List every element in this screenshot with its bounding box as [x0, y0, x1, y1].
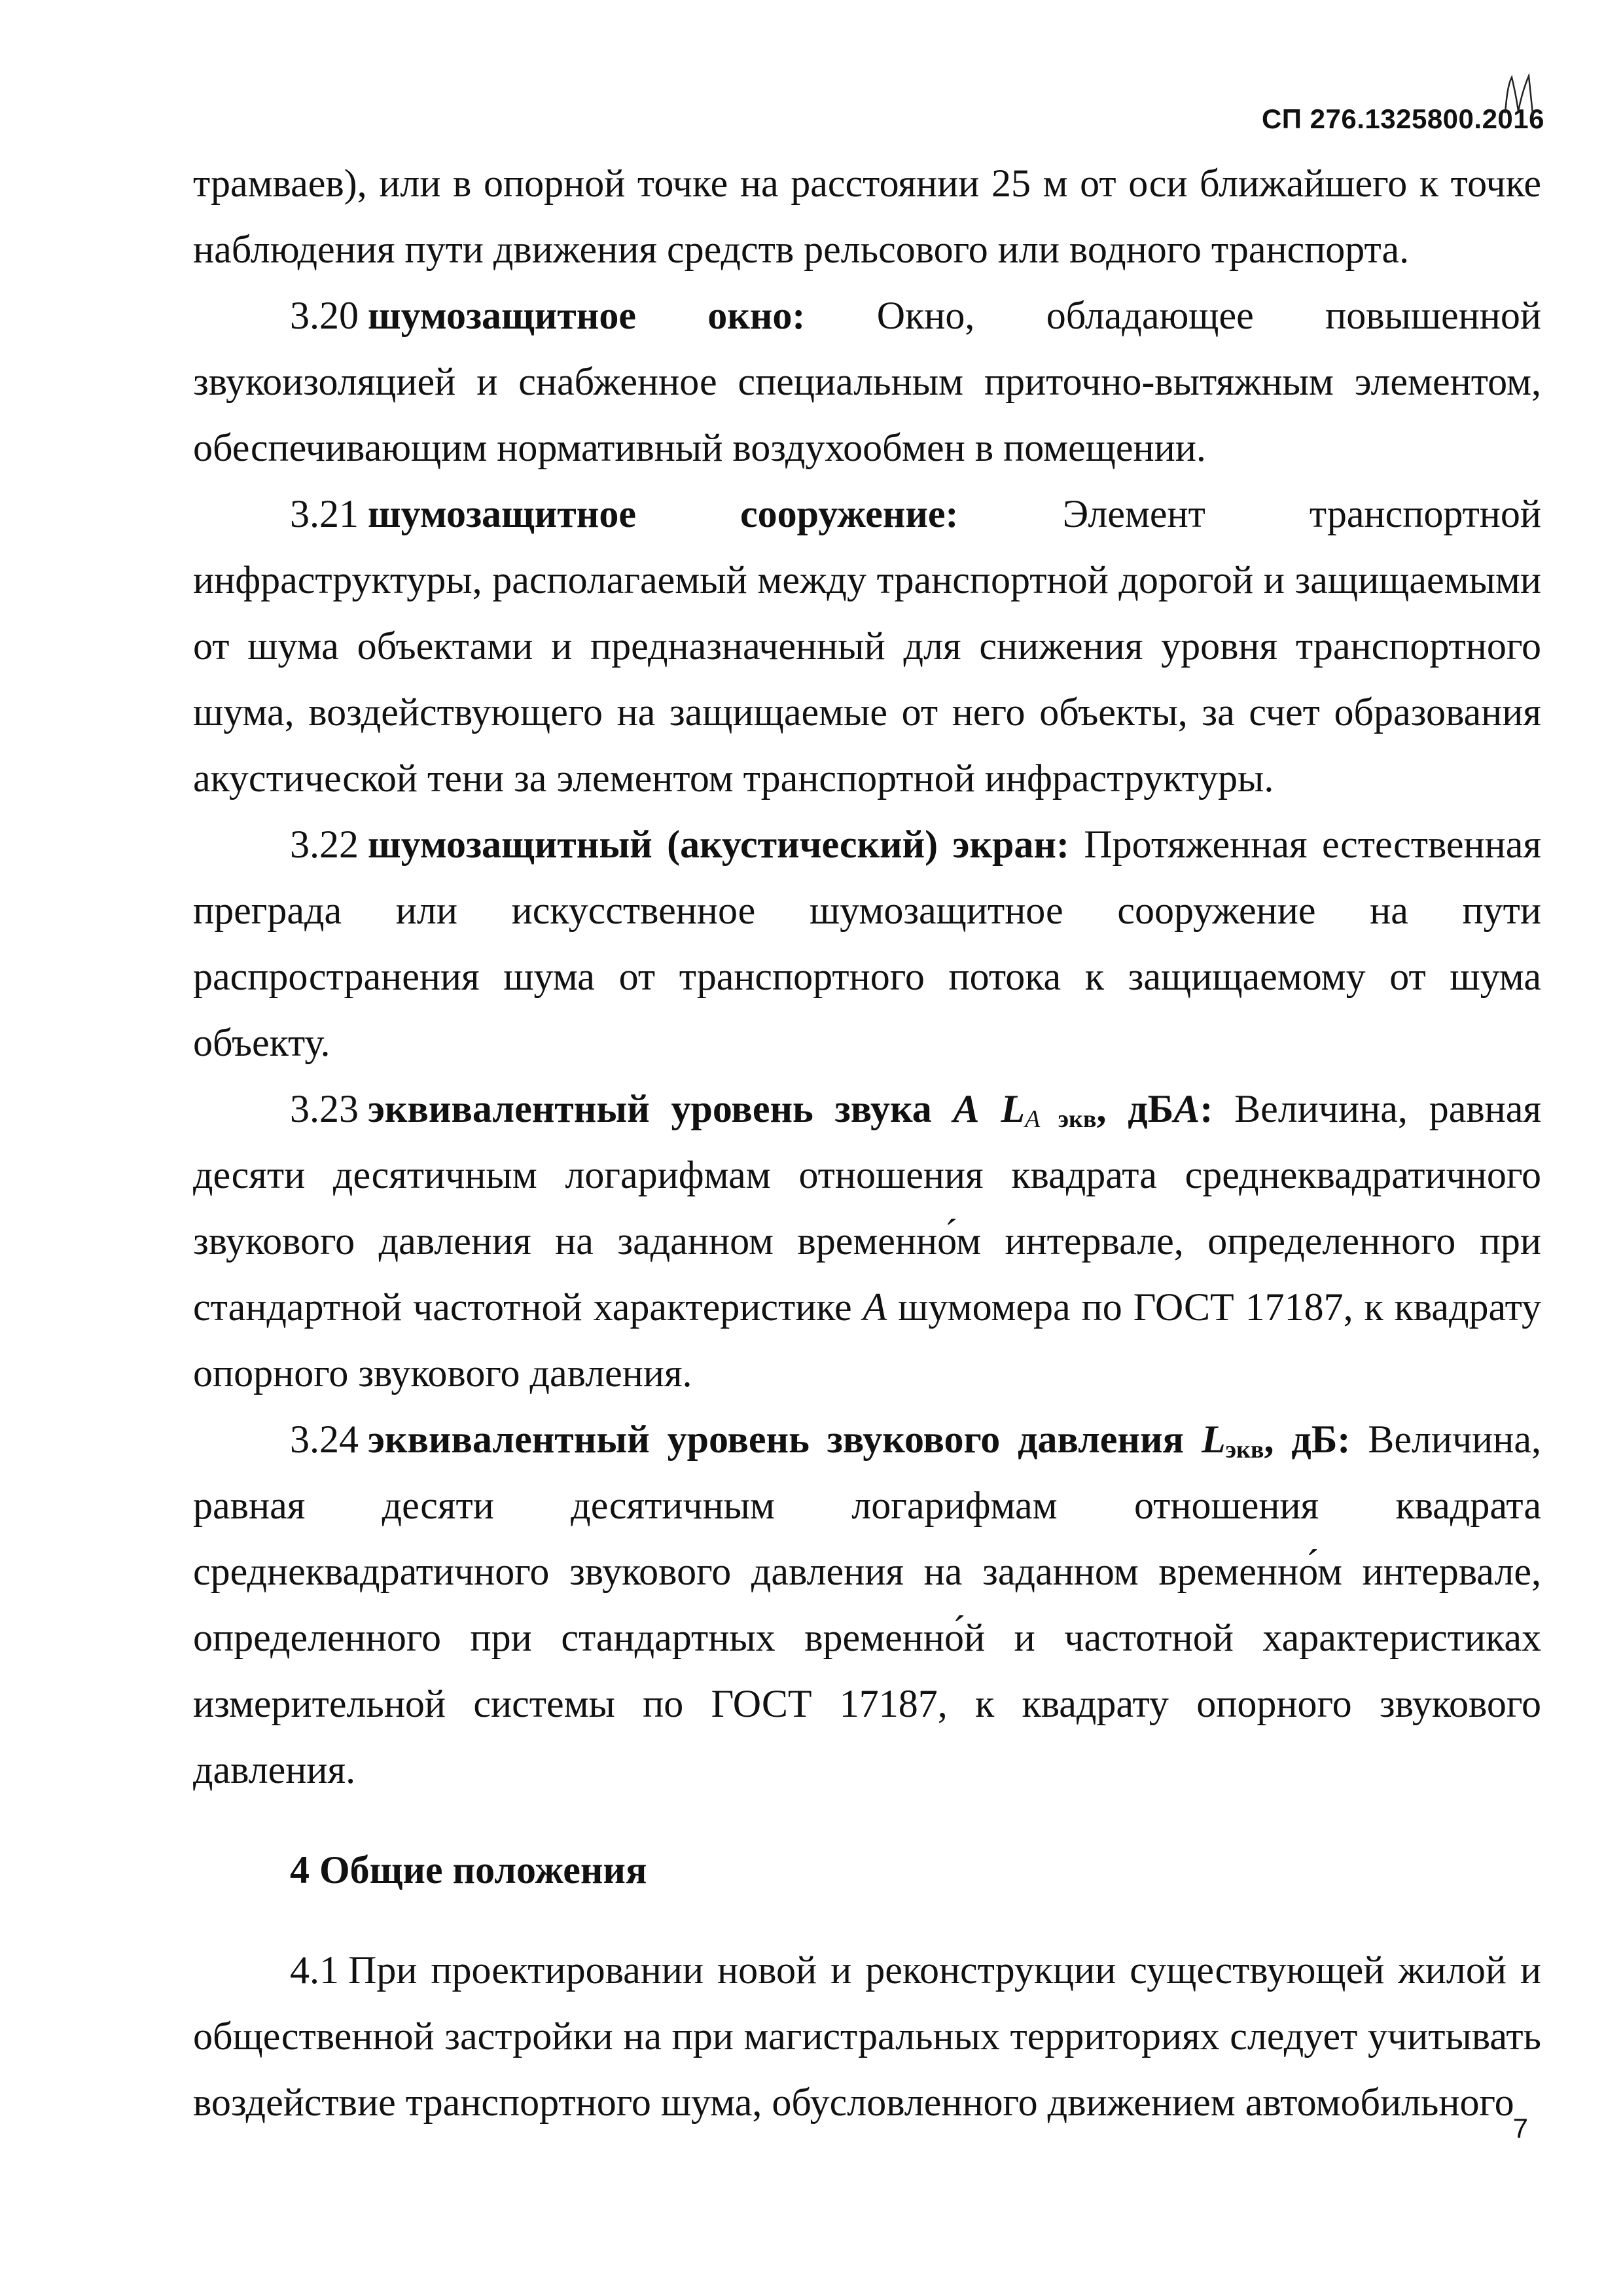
unit-db: дБ: [1128, 1087, 1174, 1130]
symbol-a-inline: A: [863, 1285, 887, 1329]
subscript-ekv: экв: [1225, 1436, 1264, 1463]
definition-3-23: 3.23 эквивалентный уровень звука A $L_{A экв}$, дБA: Величина, равная десяти десятичным логарифмам отношения квадрата среднеквадратичного звукового давления на заданном временно́м интервале, определенного при стандартной частотной характеристике A шумомера по ГОСТ 17187, к квадрату опорного звукового давления.: [193, 1087, 1542, 1395]
definition-3-22: [193, 812, 1541, 1076]
unit-db: , дБ:: [1264, 1418, 1351, 1461]
definition-text: Величина, равная десяти десятичным логарифмам отношения квадрата среднеквадратичного звукового давления на заданном временно́м интервале, определенного при стандартных временно́й и частотной характеристиках измерительной системы по ГОСТ 17187, к квадрату опорного звукового давления.: [193, 1418, 1542, 1791]
clause-4-1: [193, 1937, 1541, 2136]
clause-number: 3.24: [290, 1418, 359, 1461]
subscript-ekv: экв: [1058, 1105, 1097, 1133]
clause-number: 3.21: [290, 492, 359, 535]
definition-3-21: [193, 481, 1541, 812]
unit-a: A: [1173, 1087, 1200, 1130]
definition-3-20: [193, 283, 1541, 481]
subscript-a: A: [1025, 1105, 1041, 1133]
document-code: СП 276.1325800.2016: [1261, 103, 1544, 134]
clause-number: 3.20: [290, 294, 359, 337]
term-colon: :: [1200, 1087, 1213, 1130]
symbol-l: L: [1201, 1418, 1226, 1461]
defined-term: эквивалентный уровень звукового давления: [368, 1418, 1185, 1461]
definition-3-24: [193, 1407, 1541, 1803]
definition-text-part-2: шумомера по ГОСТ 17187, к квадрату опорного звукового давления.: [193, 1285, 1542, 1395]
definition-text: Элемент транспортной инфраструктуры, располагаемый между транспортной дорогой и защищаемыми от шума объектами и предназначенный для снижения уровня транспортного шума, воздействующего на защищаемые от него объекты, за счет образования акустической тени за элементом транспортной инфраструктуры.: [193, 492, 1542, 800]
clause-text: При проектировании новой и реконструкции существующей жилой и общественной застройки на при магистральных территориях следует учитывать воздействие транспортного шума, обусловленного движением автомобильного: [193, 1948, 1541, 2124]
defined-term: шумозащитное окно:: [368, 294, 806, 337]
symbol-l: L: [1001, 1087, 1026, 1130]
paragraph-continuation: трамваев), или в опорной точке на расстоянии 25 м от оси ближайшего к точке наблюдения пути движения средств рельсового или водного транспорта.: [193, 162, 1541, 271]
clause-number: 3.22: [290, 823, 359, 866]
defined-term: шумозащитное сооружение:: [368, 492, 959, 535]
handwritten-initials-mark: [1499, 72, 1538, 118]
clause-number: 3.23: [290, 1087, 359, 1130]
section-heading: 4 Общие положения: [290, 1848, 647, 1892]
page-number: 7: [1512, 2113, 1528, 2144]
definition-text-part-1: Величина, равная десяти десятичным логарифмам отношения квадрата среднеквадратичного звукового давления на заданном временно́м интервале, определенного при стандартной частотной характеристике: [193, 1087, 1542, 1329]
defined-term: шумозащитный (акустический) экран:: [368, 823, 1069, 866]
document-body: [193, 151, 1541, 2136]
symbol-a: A: [953, 1087, 980, 1130]
definition-text: Окно, обладающее повышенной звукоизоляцией и снабженное специальным приточно-вытяжным элементом, обеспечивающим нормативный воздухообмен в помещении.: [193, 294, 1541, 469]
clause-number: 4.1: [290, 1948, 339, 1992]
defined-term: эквивалентный уровень звука: [368, 1087, 932, 1130]
definition-text: Протяженная естественная преграда или искусственное шумозащитное сооружение на пути распространения шума от транспортного потока к защищаемому от шума объекту.: [193, 823, 1541, 1064]
